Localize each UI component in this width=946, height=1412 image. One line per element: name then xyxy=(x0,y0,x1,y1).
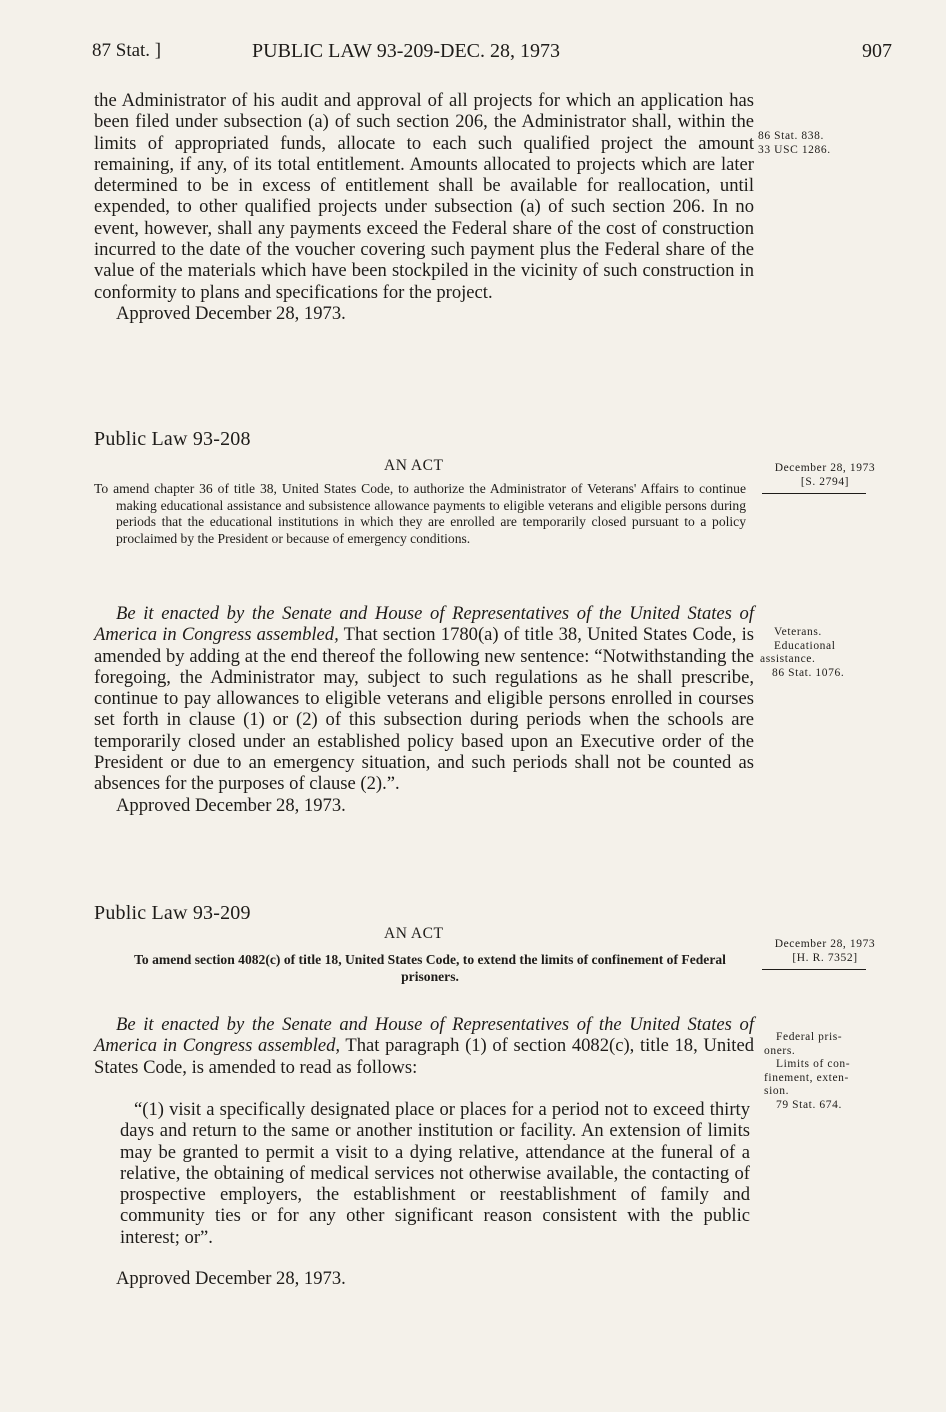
approval-line-3: Approved December 28, 1973. xyxy=(116,1268,346,1289)
margin-topic: sion. xyxy=(764,1085,790,1097)
date-rule xyxy=(762,493,866,494)
law-title-93-208: Public Law 93-208 xyxy=(94,428,251,450)
approval-line-2: Approved December 28, 1973. xyxy=(116,794,346,816)
enactment-date: December 28, 1973 xyxy=(774,462,876,474)
enactment-93-209 xyxy=(94,1014,754,1078)
enacting-text-93-208 xyxy=(94,603,754,795)
enactment-date-note-93-209 xyxy=(758,938,892,965)
margin-topic: assistance. xyxy=(760,653,816,665)
margin-topic: Limits of con- xyxy=(776,1058,851,1070)
margin-topic: Educational xyxy=(774,639,836,652)
continuation-section xyxy=(94,90,754,324)
margin-citation: 79 Stat. 674. xyxy=(776,1098,842,1111)
law-title-93-209: Public Law 93-209 xyxy=(94,902,251,924)
act-label-93-208: AN ACT xyxy=(384,457,444,474)
continuation-paragraph: the Administrator of his audit and approval of all projects for which an application has been filed under subsection (a) of such section 206, the Administrator shall, within the limits of appropriated funds, allocate to each such qualified project the amount remaining, if any, of its total entitlement. Amounts allocated to projects which are later determined to be in excess of entitlement shall be available for reallocation, until expended, to other qualified projects under subsection (a) of such section 206. In no event, however, shall any payments exceed the Federal share of the cost of construction incurred to the date of the voucher covering such payment plus the Federal share of the value of the materials which have been stockpiled in the vicinity of such construction in conformity to plans and specifications for the project. xyxy=(94,90,754,303)
enacting-clause: Be it enacted by the Senate and House of Representatives of the United States of America in Congress assembled, xyxy=(94,1014,754,1057)
margin-topic: Veterans. xyxy=(774,626,822,638)
margin-citation: 86 Stat. 1076. xyxy=(772,666,845,679)
margin-note-veterans xyxy=(760,626,910,680)
enactment-93-208 xyxy=(94,603,754,816)
margin-topic: oners. xyxy=(764,1044,796,1057)
purpose-text: To amend chapter 36 of title 38, United States Code, to authorize the Administrator of Veterans' Affairs to continue making educational assistance and subsistence allowance payments to eligible veterans and eligible persons during periods that the educational institutions in which they are enrolled are temporarily closed pursuant to a policy proclaimed by the President or because of emergency conditions. xyxy=(94,481,746,546)
margin-note-federal-prisoners xyxy=(764,1031,914,1112)
section-text: That section 1780(a) of title 38, United States Code, is amended by adding at the end thereof the following new sentence: “Notwithstanding the foregoing, the Administrator may, subject to such regulations as he shall prescribe, continue to pay allowances to eligible veterans and eligible persons enrolled in courses set forth in clause (1) or (2) of this subsection during periods when the schools are temporarily closed under an established policy based upon an Executive order of the President or due to an emergency situation, and such periods shall not be counted as absences for the purposes of clause (2).”. xyxy=(94,624,755,795)
margin-topic: finement, exten- xyxy=(764,1071,849,1084)
purpose-text: To amend section 4082(c) of title 18, United States Code, to extend the limits of confinement of Federal prisoners. xyxy=(134,952,726,984)
enactment-date: December 28, 1973 xyxy=(774,938,876,950)
enacting-text-93-209 xyxy=(94,1014,754,1078)
bill-number: [S. 2794] xyxy=(800,475,850,488)
stat-volume: 87 Stat. ] xyxy=(92,40,162,61)
enactment-date-note-93-208 xyxy=(758,462,892,489)
approval-93-209 xyxy=(94,1268,754,1289)
enacting-clause: Be it enacted by the Senate and House of Representatives of the United States of America in Congress assembled, xyxy=(94,603,754,646)
page-number: 907 xyxy=(862,40,892,62)
margin-citation: 33 USC 1286. xyxy=(758,143,831,156)
act-label-93-209: AN ACT xyxy=(384,925,444,942)
margin-topic: Federal pris- xyxy=(776,1031,843,1043)
section-text: That paragraph (1) of section 4082(c), title 18, United States Code, is amended to read as follows: xyxy=(94,1035,754,1078)
amended-paragraph-quote xyxy=(120,1099,750,1248)
bill-number: [H. R. 7352] xyxy=(792,951,858,964)
approval-line-1: Approved December 28, 1973. xyxy=(116,302,346,324)
date-rule xyxy=(762,969,866,970)
margin-note-citations-1 xyxy=(758,130,908,157)
header-title: PUBLIC LAW 93-209-DEC. 28, 1973 xyxy=(252,40,561,62)
purpose-93-209 xyxy=(110,952,750,985)
purpose-93-208 xyxy=(94,481,746,547)
margin-citation: 86 Stat. 838. xyxy=(758,130,824,142)
running-header xyxy=(92,40,892,70)
quoted-paragraph: “(1) visit a specifically designated place or places for a period not to exceed thirty days and return to the same or another institution or facility. An extension of limits may be granted to permit a visit to a dying relative, attendance at the funeral of a relative, the obtaining of medical services not otherwise available, the contacting of prospective employers, the establishment or reestablishment of family and community ties or for any other significant reason consistent with the public interest; or”. xyxy=(120,1099,750,1248)
